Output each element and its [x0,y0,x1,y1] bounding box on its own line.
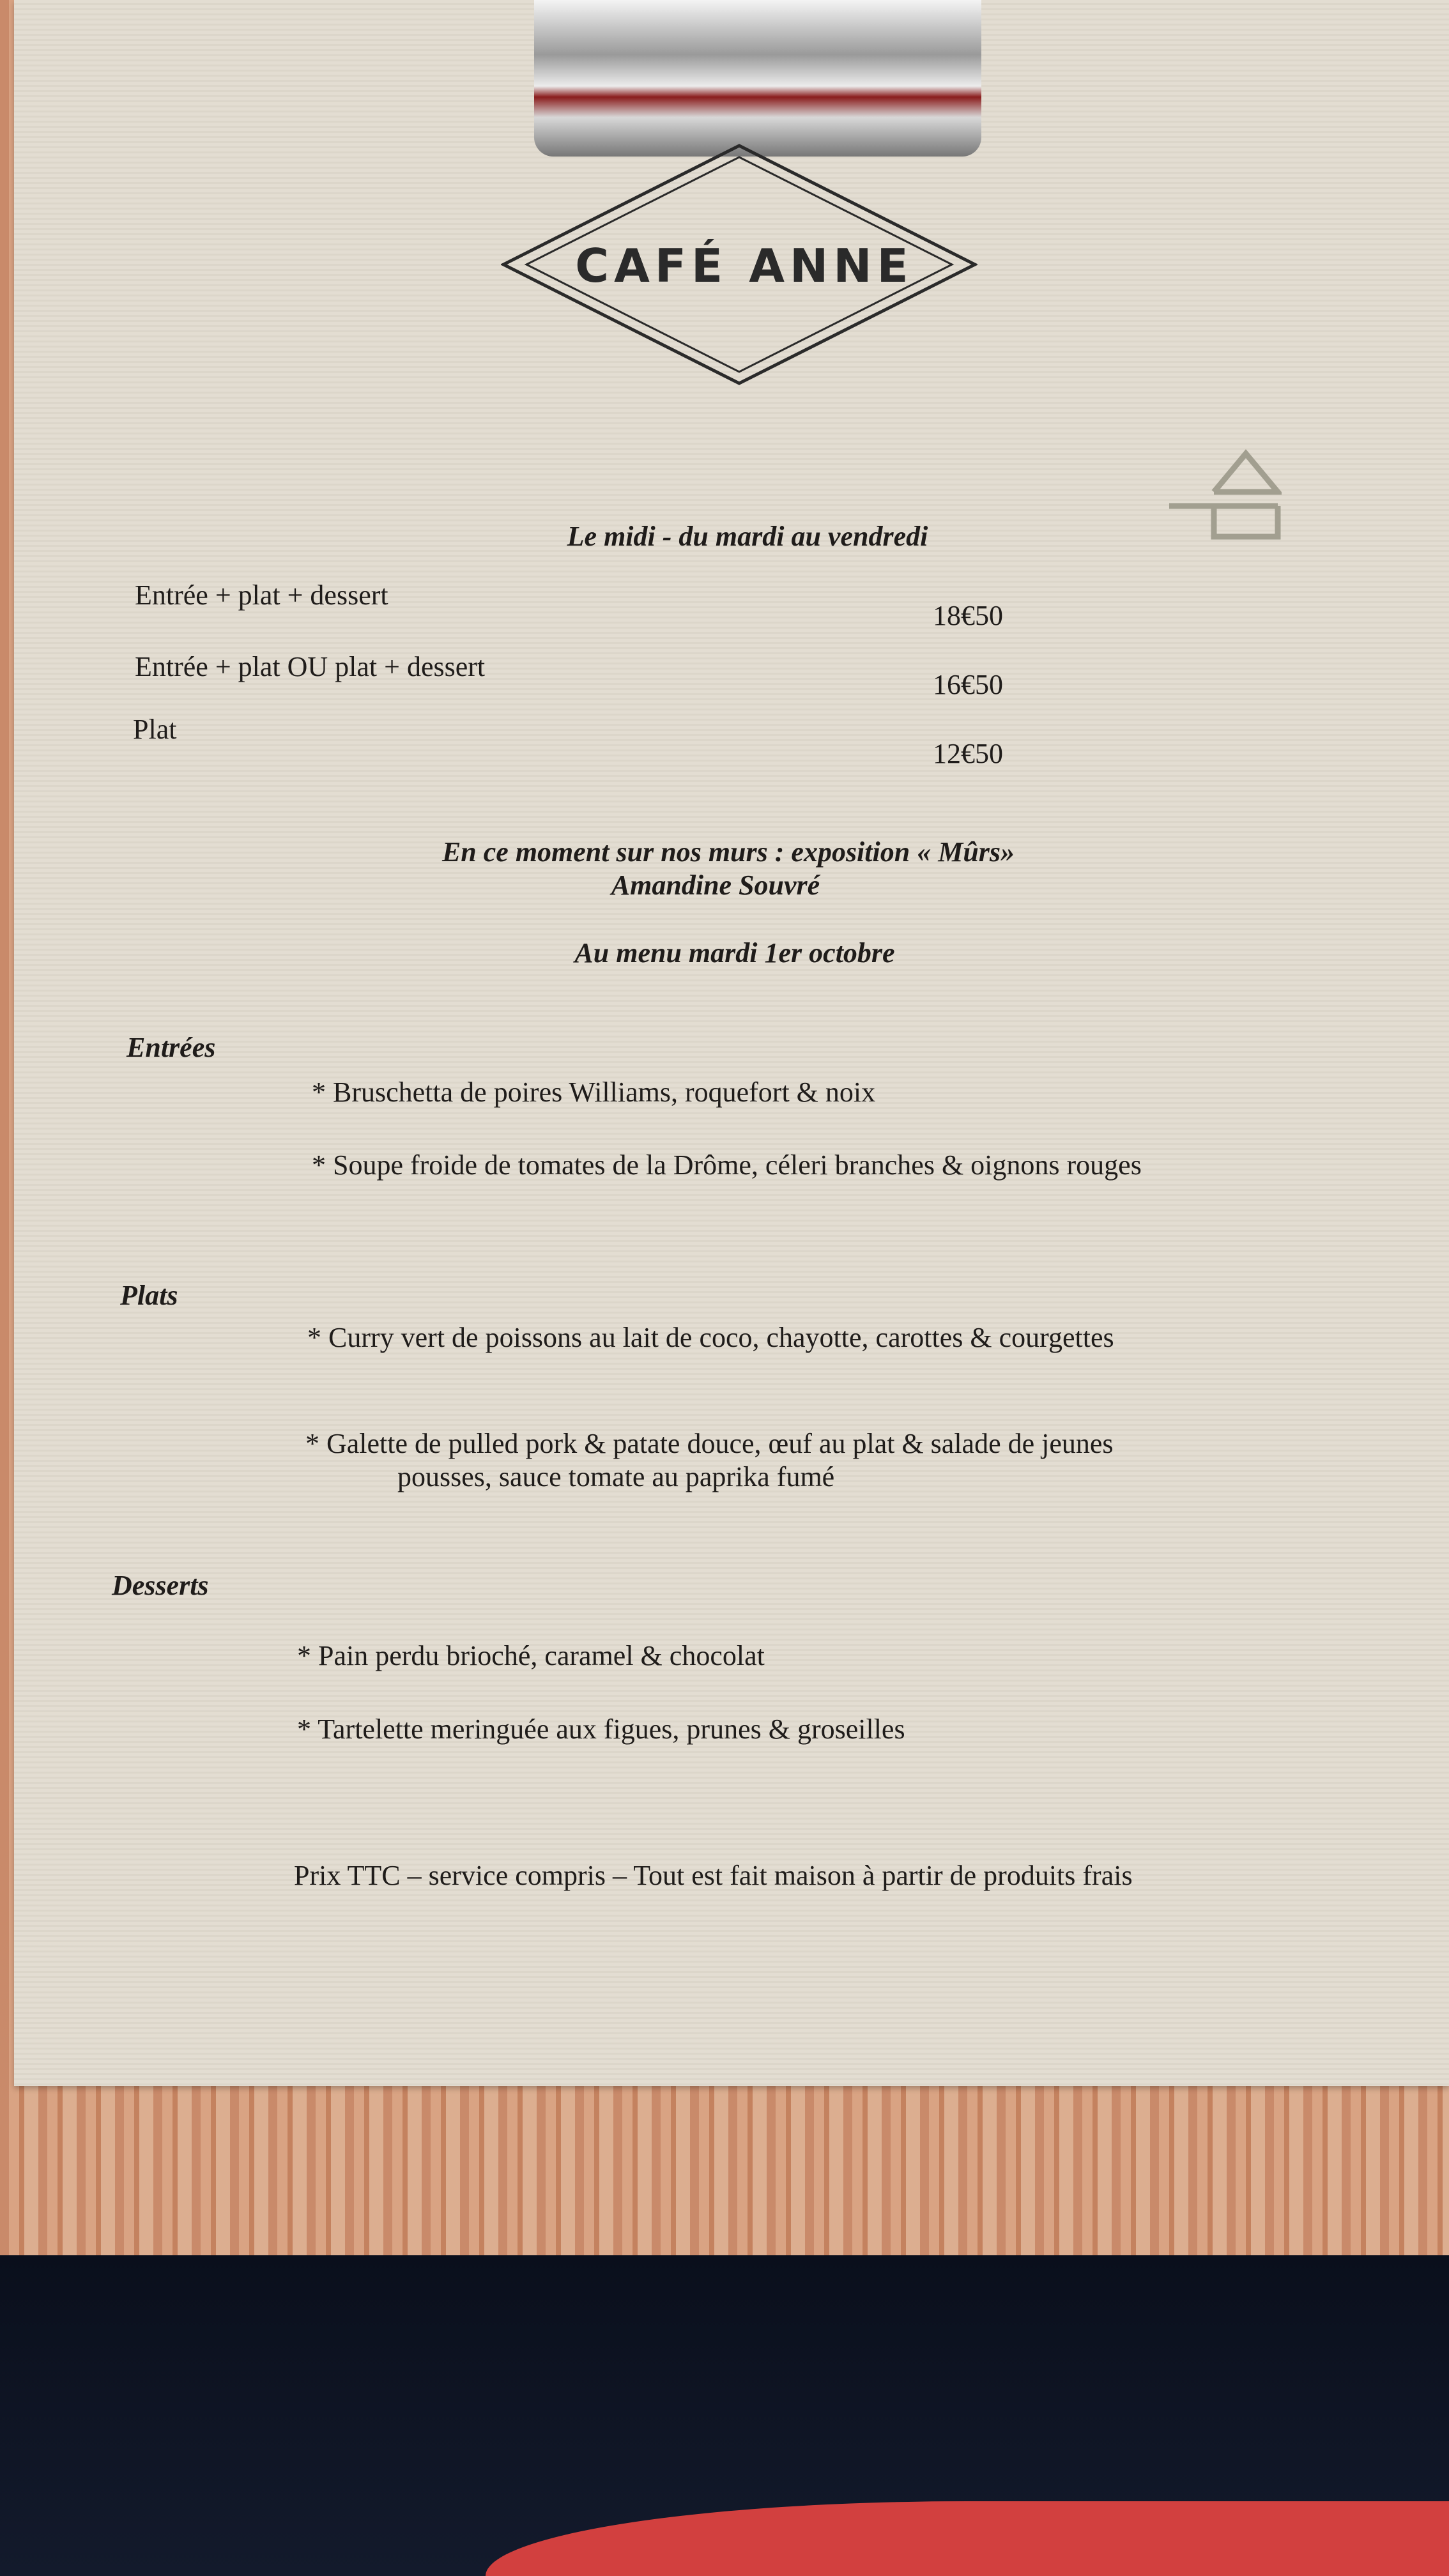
section-title-desserts: Desserts [112,1570,209,1601]
formula-label: Plat [133,714,177,745]
section-title-entrees: Entrées [126,1032,216,1063]
logo-text: CAFÉ ANNE [575,239,914,293]
formula-label: Entrée + plat OU plat + dessert [135,651,486,682]
menu-item: * Galette de pulled pork & patate douce, œuf au plat & salade de jeunes [305,1428,1114,1459]
menu-date: Au menu mardi 1er octobre [574,937,895,969]
formula-label: Entrée + plat + dessert [135,579,388,611]
menu-item: * Bruschetta de poires Williams, roquefort & noix [312,1077,876,1108]
menu-item: * Soupe froide de tomates de la Drôme, céleri branches & oignons rouges [312,1149,1142,1181]
lunch-title: Le midi - du mardi au vendredi [567,521,928,552]
formula-price: 12€50 [933,738,1003,769]
footer-note: Prix TTC – service compris – Tout est fait maison à partir de produits frais [294,1860,1133,1891]
exhibition-artist: Amandine Souvré [611,870,820,901]
metal-clip [534,0,981,157]
exhibition-line1: En ce moment sur nos murs : exposition « Mûrs» [441,836,1015,868]
menu-item: * Curry vert de poissons au lait de coco, chayotte, carottes & courgettes [307,1322,1114,1353]
formula-price: 16€50 [933,669,1003,700]
menu-item-continuation: pousses, sauce tomate au paprika fumé [397,1461,835,1492]
menu-item: * Pain perdu brioché, caramel & chocolat [297,1640,765,1671]
section-title-plats: Plats [120,1280,178,1311]
house-icon [1169,447,1282,540]
menu-item: * Tartelette meringuée aux figues, prunes & groseilles [297,1713,905,1745]
formula-price: 18€50 [933,600,1003,631]
